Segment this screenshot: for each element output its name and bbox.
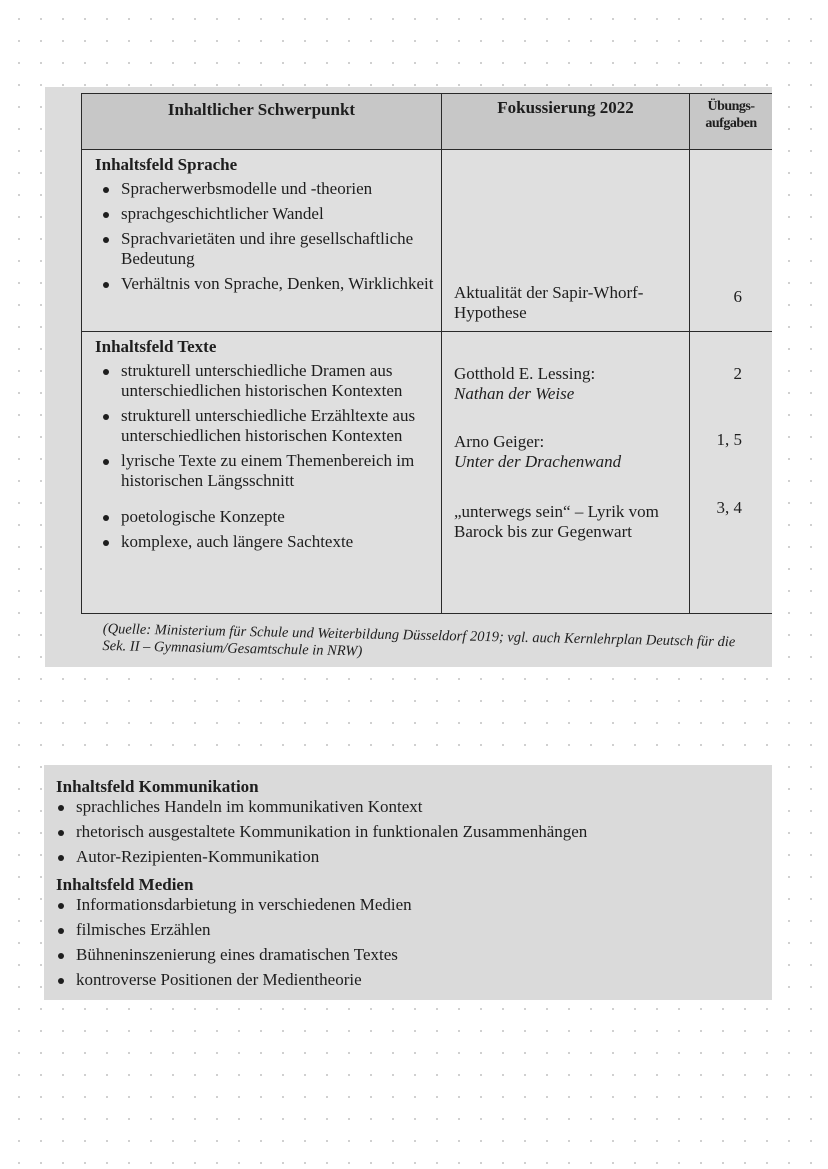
list-item: Verhältnis von Sprache, Denken, Wirklichkeit (83, 274, 440, 294)
focus-lyrik: „unterwegs sein“ – Lyrik vom Barock bis zur Gegenwart (454, 502, 659, 541)
curriculum-table-container (81, 93, 772, 613)
list-item: poetologische Konzepte (83, 507, 440, 527)
section-title-kommunikation: Inhaltsfeld Kommunikation (56, 777, 259, 796)
list-item: Sprachvarietäten und ihre gesellschaftliche Bedeutung (83, 229, 440, 269)
list-item: komplexe, auch längere Sachtexte (83, 532, 440, 552)
list-item: Informationsdarbietung in verschiedenen Medien (44, 895, 772, 915)
header-inhaltlicher-schwerpunkt: Inhaltlicher Schwerpunkt (82, 94, 442, 150)
sprache-focus-cell (442, 150, 690, 332)
section-title-medien: Inhaltsfeld Medien (56, 875, 194, 894)
focus-lessing (454, 364, 595, 404)
inhaltsfelder-box (44, 765, 772, 1000)
header-fokussierung: Fokussierung 2022 (442, 94, 690, 150)
focus-author: Gotthold E. Lessing: (454, 364, 596, 383)
focus-work: Unter der Drachenwand (454, 452, 622, 471)
focus-sapir-whorf: Aktualität der Sapir-Whorf-Hypothese (454, 283, 644, 322)
sprache-topics-cell (82, 150, 442, 332)
sprache-exercises-cell (690, 150, 773, 332)
kommunikation-list (44, 797, 772, 867)
exercise-number: 1, 5 (716, 430, 742, 449)
list-item: Autor-Rezipienten-Kommunikation (44, 847, 772, 867)
list-item: kontroverse Positionen der Medientheorie (44, 970, 772, 990)
list-item: sprachliches Handeln im kommunikativen Kontext (44, 797, 772, 817)
exercise-number: 3, 4 (716, 498, 742, 517)
list-item: Spracherwerbsmodelle und -theorien (83, 179, 440, 199)
list-item: filmisches Erzählen (44, 920, 772, 940)
exercise-number: 2 (733, 364, 742, 383)
texte-topics-cell (82, 332, 442, 614)
sprache-list (83, 179, 440, 294)
section-title-texte: Inhaltsfeld Texte (95, 337, 217, 356)
header-uebungsaufgaben: Übungs- aufgaben (690, 94, 773, 150)
list-item: Bühneninszenierung eines dramatischen Textes (44, 945, 772, 965)
curriculum-table-photo (45, 87, 772, 667)
list-item: rhetorisch ausgestaltete Kommunikation in funktionalen Zusammenhängen (44, 822, 772, 842)
focus-work: Nathan der Weise (454, 384, 575, 403)
list-item: strukturell unterschiedliche Dramen aus unterschiedlichen historischen Kontexten (83, 361, 440, 401)
exercise-number: 6 (733, 287, 742, 306)
medien-list (44, 895, 772, 990)
texte-focus-cell (442, 332, 690, 614)
focus-geiger (454, 432, 621, 472)
focus-author: Arno Geiger: (454, 432, 545, 451)
texte-exercises-cell (690, 332, 773, 614)
list-item: strukturell unterschiedliche Erzähltexte aus unterschiedlichen historischen Kontexten (83, 406, 440, 446)
texte-list (83, 361, 440, 552)
source-note: (Quelle: Ministerium für Schule und Weiterbildung Düsseldorf 2019; vgl. auch Kernlehrplan Deutsch für die Sek. II – Gymnasium/Gesamtschule in NRW) (102, 621, 736, 660)
list-item: sprachgeschichtlicher Wandel (83, 204, 440, 224)
list-item: lyrische Texte zu einem Themenbereich im historischen Längsschnitt (83, 451, 440, 491)
section-title-sprache: Inhaltsfeld Sprache (95, 155, 238, 174)
curriculum-table (81, 93, 772, 614)
